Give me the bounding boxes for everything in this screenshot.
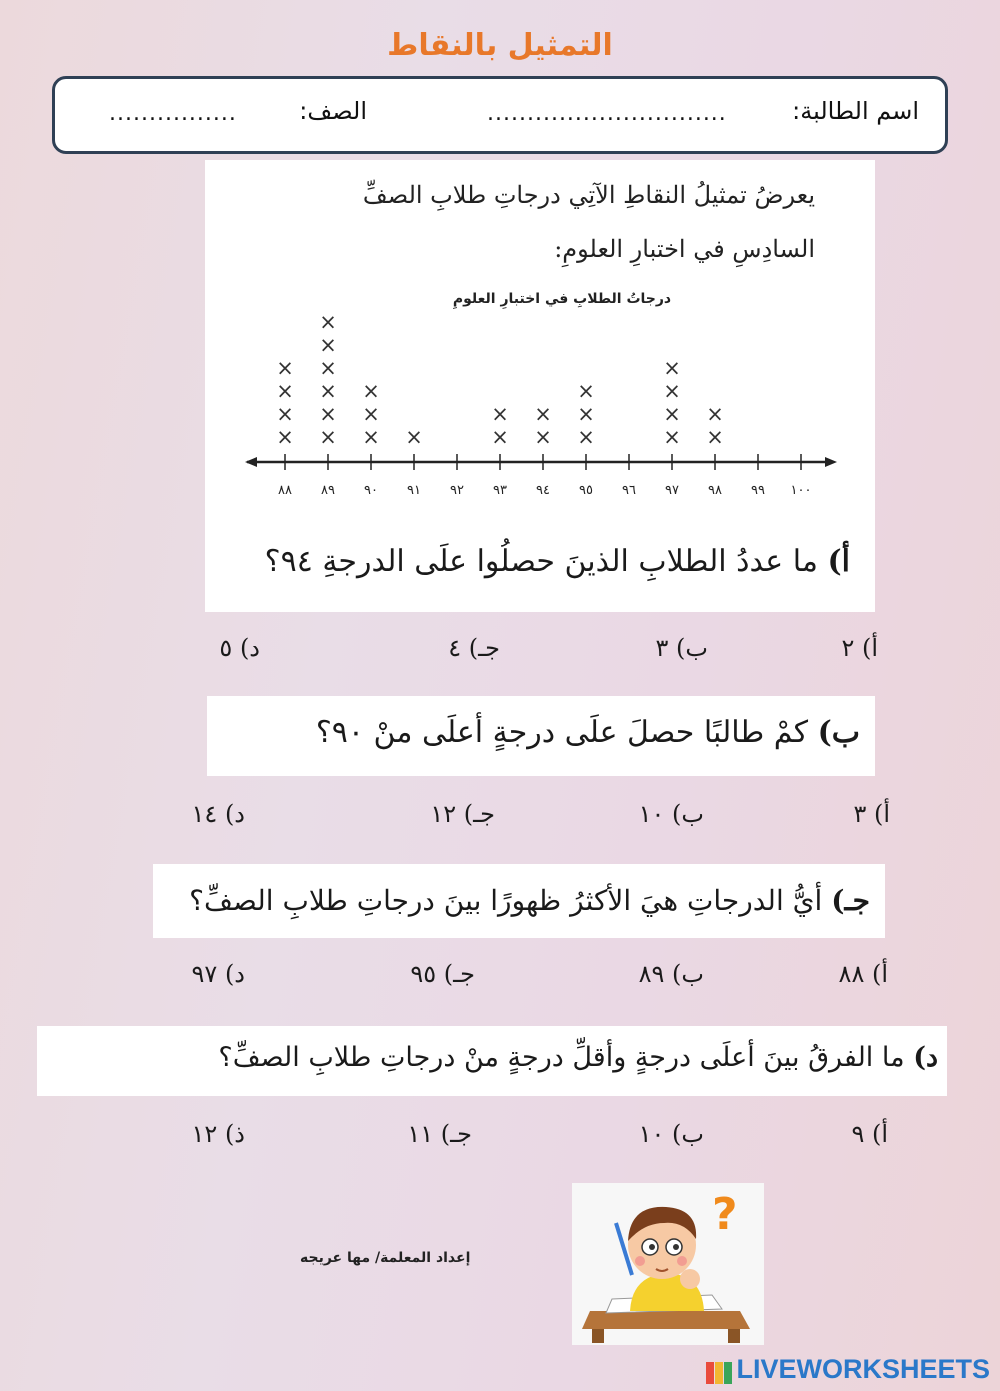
axis-arrow-left bbox=[245, 457, 257, 467]
question-2 bbox=[316, 715, 860, 750]
thinking-boy-icon bbox=[572, 1183, 764, 1345]
option-label: ذ) bbox=[224, 1120, 245, 1148]
option-label: ب) bbox=[672, 1120, 704, 1148]
q4-option-d[interactable] bbox=[192, 1120, 245, 1148]
question-1-label: أ) bbox=[827, 544, 850, 579]
option-value: ١٤ bbox=[191, 800, 218, 828]
option-value: ٩ bbox=[851, 1120, 865, 1148]
dot-mark: × bbox=[534, 402, 552, 426]
dot-mark: × bbox=[319, 333, 337, 357]
option-value: ٩٧ bbox=[191, 960, 218, 988]
axis-arrow-right bbox=[825, 457, 837, 467]
option-value: ٢ bbox=[841, 634, 855, 662]
dot-mark: × bbox=[706, 402, 724, 426]
dot-mark: × bbox=[663, 425, 681, 449]
option-value: ٨٨ bbox=[838, 960, 865, 988]
option-label: د) bbox=[224, 960, 245, 988]
q4-option-b[interactable] bbox=[639, 1120, 704, 1148]
q3-option-c[interactable] bbox=[410, 960, 475, 988]
tick-label: ٩٤ bbox=[536, 483, 550, 498]
option-label: د) bbox=[239, 634, 260, 662]
q3-option-b[interactable] bbox=[639, 960, 704, 988]
student-name-field[interactable]: .............................. bbox=[487, 101, 727, 126]
dot-mark: × bbox=[319, 402, 337, 426]
option-value: ٣ bbox=[655, 634, 669, 662]
q4-option-c[interactable] bbox=[407, 1120, 472, 1148]
tick-label: ٩٣ bbox=[493, 483, 507, 498]
tick-label: ٩٥ bbox=[579, 483, 593, 498]
question-1-text: ما عددُ الطلابِ الذينَ حصلُوا علَى الدرجةِ ٩٤؟ bbox=[264, 544, 818, 579]
option-label: ب) bbox=[676, 634, 708, 662]
page-title: التمثيل بالنقاط bbox=[387, 28, 613, 63]
dot-mark: × bbox=[491, 425, 509, 449]
dot-mark: × bbox=[577, 379, 595, 403]
question-3-text: أيُّ الدرجاتِ هيَ الأكثرُ ظهورًا بينَ درجاتِ طلابِ الصفِّ؟ bbox=[189, 884, 823, 917]
tick-label: ٨٨ bbox=[278, 483, 292, 498]
liveworksheets-logo-icon bbox=[706, 1360, 732, 1382]
dot-mark: × bbox=[362, 379, 380, 403]
option-value: ١٢ bbox=[430, 800, 457, 828]
dot-mark: × bbox=[276, 402, 294, 426]
q3-option-d[interactable] bbox=[192, 960, 245, 988]
question-1 bbox=[265, 544, 850, 579]
dot-mark: × bbox=[319, 379, 337, 403]
dot-mark: × bbox=[362, 425, 380, 449]
option-label: جـ) bbox=[443, 960, 475, 988]
dot-mark: × bbox=[663, 356, 681, 380]
student-info-box bbox=[52, 76, 948, 154]
tick-label: ٩٢ bbox=[450, 483, 464, 498]
dot-mark: × bbox=[319, 356, 337, 380]
question-2-text: كمْ طالبًا حصلَ علَى درجةٍ أعلَى منْ ٩٠؟ bbox=[315, 715, 809, 750]
option-label: جـ) bbox=[463, 800, 495, 828]
option-label: أ) bbox=[861, 634, 878, 662]
option-value: ٩٥ bbox=[410, 960, 437, 988]
tick-label: ٨٩ bbox=[321, 483, 335, 498]
option-value: ٤ bbox=[448, 634, 462, 662]
question-4 bbox=[218, 1042, 938, 1073]
option-label: أ) bbox=[871, 1120, 888, 1148]
dot-mark: × bbox=[663, 379, 681, 403]
question-4-label: د) bbox=[913, 1042, 938, 1073]
intro-line-1: يعرضُ تمثيلُ النقاطِ الآتِي درجاتِ طلابِ الصفِّ bbox=[362, 181, 815, 209]
option-label: ب) bbox=[672, 960, 704, 988]
tick-label: ٩٨ bbox=[708, 483, 722, 498]
q2-option-d[interactable] bbox=[192, 800, 245, 828]
dot-mark: × bbox=[276, 425, 294, 449]
option-value: ٥ bbox=[219, 634, 233, 662]
dot-mark: × bbox=[491, 402, 509, 426]
tick-label: ٩٠ bbox=[364, 483, 378, 498]
q1-option-c[interactable] bbox=[448, 634, 500, 662]
tick-label: ٩١ bbox=[407, 483, 421, 498]
option-label: أ) bbox=[873, 800, 890, 828]
q2-option-c[interactable] bbox=[430, 800, 495, 828]
question-2-label: ب) bbox=[817, 715, 860, 750]
question-4-text: ما الفرقُ بينَ أعلَى درجةٍ وأقلِّ درجةٍ منْ درجاتِ طلابِ الصفِّ؟ bbox=[218, 1042, 905, 1073]
q2-option-b[interactable] bbox=[639, 800, 704, 828]
liveworksheets-brand bbox=[706, 1354, 990, 1385]
option-label: ب) bbox=[672, 800, 704, 828]
q1-option-d[interactable] bbox=[219, 634, 260, 662]
option-value: ١٠ bbox=[638, 800, 665, 828]
question-3-label: جـ) bbox=[831, 884, 870, 917]
dot-plot-chart bbox=[205, 278, 875, 508]
teacher-credit: إعداد المعلمة/ مها عريجه bbox=[300, 1250, 471, 1266]
intro-line-2: السادِسِ في اختبارِ العلومِ: bbox=[554, 235, 815, 263]
tick-label: ٩٩ bbox=[751, 483, 765, 498]
dot-mark: × bbox=[534, 425, 552, 449]
option-value: ٨٩ bbox=[638, 960, 665, 988]
dot-mark: × bbox=[706, 425, 724, 449]
thinking-boy-illustration bbox=[572, 1183, 764, 1345]
dot-mark: × bbox=[276, 356, 294, 380]
option-label: أ) bbox=[871, 960, 888, 988]
option-label: جـ) bbox=[468, 634, 500, 662]
q4-option-a[interactable] bbox=[851, 1120, 888, 1148]
class-label: الصف: bbox=[299, 97, 367, 125]
dot-mark: × bbox=[577, 402, 595, 426]
option-value: ١٠ bbox=[638, 1120, 665, 1148]
chart-title: درجاتُ الطلابِ في اختبارِ العلومِ bbox=[452, 291, 672, 307]
tick-label: ٩٧ bbox=[665, 483, 679, 498]
dot-mark: × bbox=[405, 425, 423, 449]
dot-mark: × bbox=[362, 402, 380, 426]
dot-mark: × bbox=[577, 425, 595, 449]
option-label: د) bbox=[224, 800, 245, 828]
option-label: جـ) bbox=[440, 1120, 472, 1148]
brand-text: LIVEWORKSHEETS bbox=[736, 1354, 990, 1384]
dot-mark: × bbox=[319, 425, 337, 449]
question-3 bbox=[189, 884, 870, 917]
student-name-label: اسم الطالبة: bbox=[792, 97, 919, 125]
q1-option-a[interactable] bbox=[841, 634, 878, 662]
q2-option-a[interactable] bbox=[853, 800, 890, 828]
option-value: ١٢ bbox=[191, 1120, 218, 1148]
svg-text:?: ? bbox=[712, 1189, 738, 1240]
option-value: ١١ bbox=[407, 1120, 434, 1148]
intro-text bbox=[235, 168, 815, 276]
tick-label: ١٠٠ bbox=[790, 483, 812, 498]
dot-mark: × bbox=[276, 379, 294, 403]
q3-option-a[interactable] bbox=[839, 960, 888, 988]
option-value: ٣ bbox=[853, 800, 867, 828]
dot-mark: × bbox=[319, 310, 337, 334]
class-field[interactable]: ................ bbox=[109, 101, 237, 126]
dot-mark: × bbox=[663, 402, 681, 426]
q1-option-b[interactable] bbox=[656, 634, 709, 662]
tick-label: ٩٦ bbox=[622, 483, 636, 498]
